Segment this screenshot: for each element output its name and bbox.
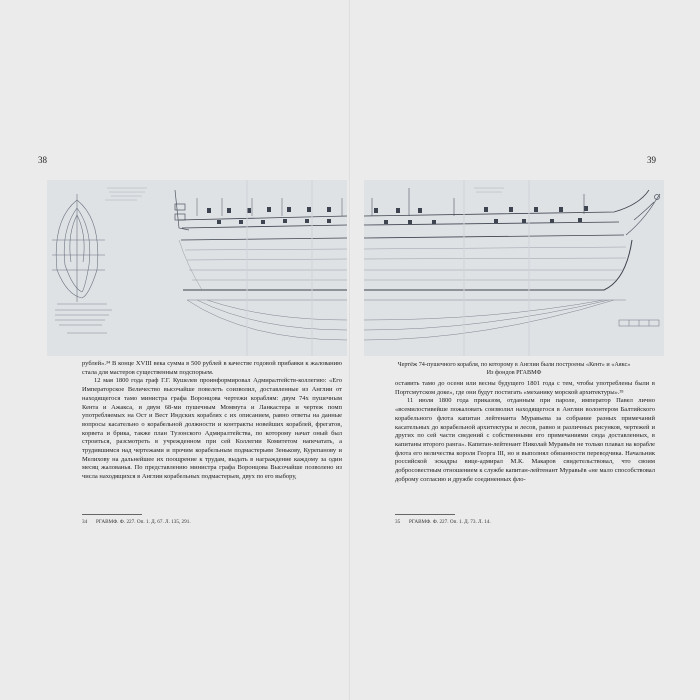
footnote-left-number: 34 [82, 519, 88, 525]
figure-caption [363, 361, 665, 377]
caption-line-1: Чертёж 74-пушечного корабля, по которому в Англии были построены «Кент» и «Аякс» [397, 361, 631, 368]
footnote-right-number: 35 [395, 519, 401, 525]
caption-line-2: Из фондов РГАВМФ [486, 369, 542, 376]
right-paragraph-1: оставить тамо до осени или весны будущего 1801 года с тем, чтобы употреблены были в Портсмутском доке», где они будут постигать «механику морской архитектуры».³⁵ [395, 380, 655, 396]
footnote-left [82, 519, 191, 525]
footnote-rule-left [82, 514, 142, 515]
left-paragraph-1: рублей».³⁴ В конце XVIII века сумма в 500 рублей в качестве годовой прибавки к жалованию стала для мастеров существенным подспорьем. [82, 360, 342, 376]
page-number-right: 39 [647, 155, 656, 165]
gutter [349, 0, 351, 700]
page-number-left: 38 [38, 155, 47, 165]
ship-drawing-left [47, 180, 347, 356]
ship-drawing-right [364, 180, 664, 356]
footnote-right [395, 519, 491, 525]
right-column-text [395, 380, 655, 484]
right-paragraph-2: 11 июля 1800 года приказом, отданным при пароле, император Павел лично «всемилостивейше пожаловать соизволил находящегося в Англии волонтером Балтийского корабельного флота капитан лейтенанта Муравьева за собрание разных примечаний касательных до корабельной архитектуры и лесов, равно и различных рисунков, чертежей и других по сей части сведений с собственными его примечаниями сюда доставленных, в капитаны второго ранга». Капитан-лейтенант Николай Муравьёв не только плавал на корабле флота его величества короля Георга III, но и выполнял обязанности переводчика. Начальник российской эскадры вице-адмирал М.К. Макаров свидетельствовал, что своим добросовестным отношением к службе капитан-лейтенант Муравьёв «не мало способствовал доброму согласию и дружбе соединенных фло- [395, 397, 655, 483]
left-column-text [82, 360, 342, 482]
footnote-rule-right [395, 514, 455, 515]
left-paragraph-2: 12 мая 1800 года граф Г.Г. Кушелев проинформировал Адмиралтейств-коллегию: «Его Императорское Величество высочайше повелеть соизволил, доставленные из Англии от находящегося тамо министра графа Воронцова чертежи кораблям: двум 74х пушечным Кента и Ажакса, и двум 68-ми пушечным Моммута и Ланкастера и чертеж помп употребляемых на Ост и Вест Индских кораблях с их описанием, равно ответы на данные вопросы касательно о корабельной должности и контракты новейших кораблей, фрегатов, корвета и брика, также план Тузонского Адмиралтейства, по которому начат оный был строиться, разсмотреть в учрежденном при сей Коллегии Комитетом напечатать, а трудившимся над чертежами и прочим корабельным подмастерьям Зенькову, Курепанову и Мелихову на дальнейшее их поощрение к трудам, выдать в награждение каждому за один месяц жалованья. По представлению министра графа Воронцова Высочайше позволено из числа находящихся в Англии корабельных подмастерьев, двух по его выбору, [82, 377, 342, 481]
footnote-left-text: РГАВМФ. Ф. 227. Оп. 1. Д. 67. Л. 135, 291. [96, 519, 191, 525]
footnote-right-text: РГАВМФ. Ф. 227. Оп. 1. Д. 73. Л. 14. [409, 519, 491, 525]
